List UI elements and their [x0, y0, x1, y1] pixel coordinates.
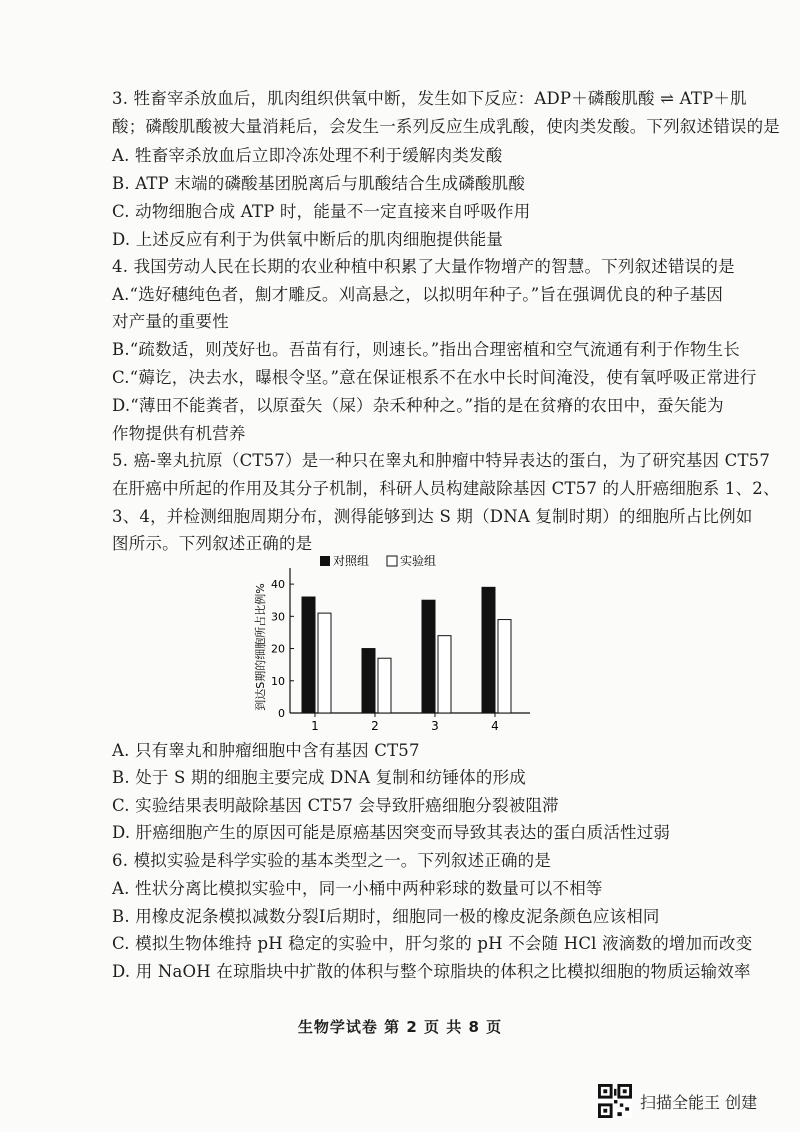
y-tick-label: 20 — [271, 642, 285, 656]
x-tick-label-1: 1 — [311, 719, 319, 733]
q6-option-d: D. 用 NaOH 在琼脂块中扩散的体积与整个琼脂块的体积之比模拟细胞的物质运输效率 — [112, 962, 751, 981]
q3-option-b: B. ATP 末端的磷酸基团脱离后与肌酸结合生成磷酸肌酸 — [112, 174, 526, 193]
q6-stem: 6. 模拟实验是科学实验的基本类型之一。下列叙述正确的是 — [112, 851, 552, 870]
bar-control-3 — [422, 600, 435, 713]
s-phase-bar-chart — [250, 548, 540, 743]
y-axis-label: 到达S期的细胞所占比例% — [254, 583, 267, 711]
bar-experiment-2 — [378, 658, 391, 713]
q6-option-c: C. 模拟生物体维持 pH 稳定的实验中，肝匀浆的 pH 不会随 HCl 液滴数的增加而改变 — [112, 934, 753, 953]
q3-stem-line-1: 3. 牲畜宰杀放血后，肌肉组织供氧中断，发生如下反应：ADP＋磷酸肌酸 ⇌ ATP＋肌 — [112, 89, 747, 108]
q5-option-c: C. 实验结果表明敲除基因 CT57 会导致肝癌细胞分裂被阻滞 — [112, 796, 559, 815]
legend-experiment-label: 实验组 — [400, 554, 437, 568]
q4-stem: 4. 我国劳动人民在长期的农业种植中积累了大量作物增产的智慧。下列叙述错误的是 — [112, 257, 735, 276]
x-tick-label-2: 2 — [371, 719, 379, 733]
y-tick-label: 30 — [271, 610, 285, 624]
q4-option-d-line-2: 作物提供有机营养 — [112, 424, 246, 443]
bar-experiment-4 — [498, 620, 511, 713]
chart-legend — [320, 553, 436, 568]
scanner-watermark — [598, 1083, 757, 1119]
page-footer: 生物学试卷 第 2 页 共 8 页 — [297, 1018, 503, 1036]
y-tick-label: 40 — [271, 578, 285, 592]
q3-stem-line-2: 酸；磷酸肌酸被大量消耗后，会发生一系列反应生成乳酸，使肉类发酸。下列叙述错误的是 — [112, 117, 780, 136]
q5-stem-line-2: 在肝癌中所起的作用及其分子机制，科研人员构建敲除基因 CT57 的人肝癌细胞系 1、2、 — [112, 479, 780, 498]
q6-option-a: A. 性状分离比模拟实验中，同一小桶中两种彩球的数量可以不相等 — [112, 879, 603, 898]
q5-stem-line-4: 图所示。下列叙述正确的是 — [112, 534, 313, 553]
x-tick-label-3: 3 — [431, 719, 439, 733]
q3-option-c: C. 动物细胞合成 ATP 时，能量不一定直接来自呼吸作用 — [112, 202, 531, 221]
q5-stem-line-1: 5. 癌-睾丸抗原（CT57）是一种只在睾丸和肿瘤中特异表达的蛋白，为了研究基因 CT57 — [112, 451, 771, 470]
q4-option-a-line-1: A.“选好穗纯色者，劁才雕反。刈高悬之，以拟明年种子。”旨在强调优良的种子基因 — [112, 285, 724, 304]
q4-option-c: C.“薅讫，决去水，曝根令坚。”意在保证根系不在水中长时间淹没，使有氧呼吸正常进行 — [112, 368, 757, 387]
qr-code-icon — [598, 1084, 632, 1118]
q4-option-a-line-2: 对产量的重要性 — [112, 312, 229, 331]
bar-experiment-3 — [438, 636, 451, 713]
q5-option-a: A. 只有睾丸和肿瘤细胞中含有基因 CT57 — [112, 741, 420, 760]
q3-option-a: A. 牲畜宰杀放血后立即冷冻处理不利于缓解肉类发酸 — [112, 146, 503, 165]
q6-option-b: B. 用橡皮泥条模拟减数分裂Ⅰ后期时，细胞同一极的橡皮泥条颜色应该相同 — [112, 907, 660, 926]
bar-control-4 — [482, 587, 495, 713]
q5-option-b: B. 处于 S 期的细胞主要完成 DNA 复制和纺锤体的形成 — [112, 768, 526, 787]
chart-svg — [250, 548, 540, 743]
legend-control-swatch — [320, 556, 330, 566]
x-tick-label-4: 4 — [491, 719, 499, 733]
legend-control-label: 对照组 — [333, 554, 370, 568]
legend-experiment-swatch — [387, 556, 397, 566]
bar-control-2 — [362, 649, 375, 713]
q5-stem-line-3: 3、4，并检测细胞周期分布，测得能够到达 S 期（DNA 复制时期）的细胞所占比例如 — [112, 507, 753, 526]
y-tick-label: 0 — [278, 707, 285, 720]
bar-control-1 — [302, 597, 315, 713]
bar-experiment-1 — [318, 613, 331, 713]
y-tick-label: 10 — [271, 674, 285, 688]
q3-option-d: D. 上述反应有利于为供氧中断后的肌肉细胞提供能量 — [112, 230, 504, 249]
watermark-text: 扫描全能王 创建 — [640, 1092, 758, 1112]
q5-option-d: D. 肝癌细胞产生的原因可能是原癌基因突变而导致其表达的蛋白质活性过弱 — [112, 823, 671, 842]
q4-option-d-line-1: D.“薄田不能粪者，以原蚕矢（屎）杂禾种种之。”指的是在贫瘠的农田中，蚕矢能为 — [112, 396, 724, 415]
q4-option-b: B.“疏数适，则茂好也。吾苗有行，则速长。”指出合理密植和空气流通有利于作物生长 — [112, 340, 740, 359]
